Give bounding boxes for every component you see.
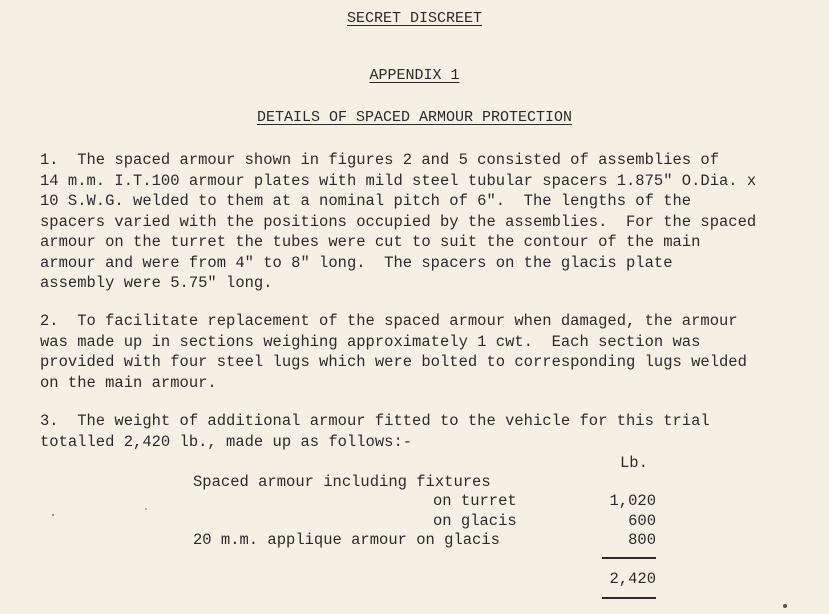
group-label: Spaced armour including fixtures: [193, 473, 491, 491]
paragraph-line: 1. The spaced armour shown in figures 2 and 5 consisted of assemblies of: [40, 151, 720, 169]
paragraph-line: was made up in sections weighing approximately 1 cwt. Each section was: [40, 332, 701, 351]
paragraph-3: [40, 411, 825, 452]
paragraph-line: provided with four steel lugs which were bolted to corresponding lugs welded: [40, 353, 747, 371]
paragraph-line: spacers varied with the positions occupied by the assemblies. For the spaced: [40, 212, 757, 231]
paragraph-line: on the main armour.: [40, 373, 217, 392]
paragraph-line: 3. The weight of additional armour fitted to the vehicle for this trial: [40, 412, 710, 430]
paper-speck: [52, 514, 54, 516]
paragraph-line: armour on the turret the tubes were cut to suit the contour of the main: [40, 233, 701, 251]
paragraph-line: 2. To facilitate replacement of the spaced armour when damaged, the armour: [40, 312, 738, 330]
total-rule-top: [602, 557, 656, 559]
total-rule-bottom: [602, 597, 656, 599]
paragraph-2: [40, 311, 825, 393]
unit-header: Lb.: [620, 454, 648, 472]
paper-speck: [783, 604, 787, 608]
paragraph-1: [40, 150, 825, 294]
row-label-glacis: on glacis: [433, 512, 517, 530]
paragraph-line: armour and were from 4" to 8" long. The spacers on the glacis plate: [40, 253, 673, 272]
row-label-turret: on turret: [433, 492, 517, 510]
paragraph-line: totalled 2,420 lb., made up as follows:-: [40, 432, 413, 451]
paragraph-line: 14 m.m. I.T.100 armour plates with mild steel tubular spacers 1.875" O.Dia. x: [40, 171, 757, 190]
total-value: 2,420: [609, 570, 656, 588]
classification-heading: SECRET DISCREET: [346, 10, 483, 27]
appendix-heading: APPENDIX 1: [369, 67, 460, 84]
row-label-applique: 20 m.m. applique armour on glacis: [193, 531, 500, 549]
document-title: DETAILS OF SPACED ARMOUR PROTECTION: [256, 109, 573, 126]
row-value-turret: 1,020: [609, 492, 656, 510]
row-value-glacis: 600: [628, 512, 656, 530]
paper-speck: [145, 508, 147, 510]
row-value-applique: 800: [628, 531, 656, 549]
paragraph-line: 10 S.W.G. welded to them at a nominal pitch of 6". The lengths of the: [40, 192, 692, 210]
paragraph-line: assembly were 5.75" long.: [40, 274, 273, 292]
